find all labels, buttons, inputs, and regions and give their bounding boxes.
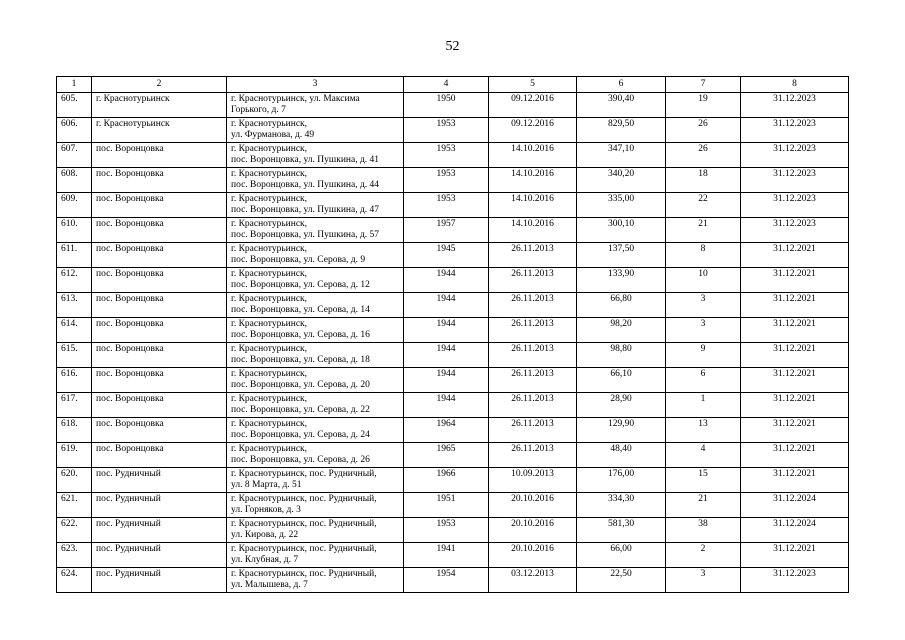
address-line: пос. Воронцовка, ул. Пушкина, д. 47 xyxy=(231,205,380,215)
count-cell: 15 xyxy=(666,468,741,493)
settlement-cell: пос. Рудничный xyxy=(92,518,227,543)
year-cell: 1944 xyxy=(404,368,489,393)
settlement-cell: пос. Воронцовка xyxy=(92,243,227,268)
table-row xyxy=(57,418,849,443)
table-row xyxy=(57,543,849,568)
address-line: г. Краснотурьинск, xyxy=(231,369,308,379)
address-line: пос. Воронцовка, ул. Пушкина, д. 41 xyxy=(231,155,380,165)
deadline-cell: 31.12.2021 xyxy=(741,393,849,418)
deadline-cell: 31.12.2023 xyxy=(741,218,849,243)
settlement-cell: пос. Воронцовка xyxy=(92,193,227,218)
settlement-cell: пос. Воронцовка xyxy=(92,218,227,243)
deadline-cell: 31.12.2023 xyxy=(741,168,849,193)
year-cell: 1941 xyxy=(404,543,489,568)
area-cell: 66,10 xyxy=(577,368,666,393)
row-number-cell: 614. xyxy=(57,318,92,343)
date-cell: 26.11.2013 xyxy=(489,343,577,368)
area-cell: 137,50 xyxy=(577,243,666,268)
date-cell: 14.10.2016 xyxy=(489,193,577,218)
address-line: пос. Воронцовка, ул. Серова, д. 18 xyxy=(231,355,370,365)
row-number-cell: 611. xyxy=(57,243,92,268)
table-row xyxy=(57,268,849,293)
deadline-cell: 31.12.2021 xyxy=(741,443,849,468)
date-cell: 09.12.2016 xyxy=(489,93,577,118)
date-cell: 26.11.2013 xyxy=(489,368,577,393)
row-number-cell: 609. xyxy=(57,193,92,218)
table-row xyxy=(57,293,849,318)
count-cell: 21 xyxy=(666,493,741,518)
settlement-cell: пос. Рудничный xyxy=(92,568,227,593)
address-line: г. Краснотурьинск, пос. Рудничный, xyxy=(231,494,377,504)
table-row xyxy=(57,218,849,243)
table-row xyxy=(57,518,849,543)
table-row xyxy=(57,318,849,343)
address-line: пос. Воронцовка, ул. Серова, д. 9 xyxy=(231,255,366,265)
row-number-cell: 608. xyxy=(57,168,92,193)
count-cell: 3 xyxy=(666,293,741,318)
address-line: пос. Воронцовка, ул. Серова, д. 16 xyxy=(231,330,370,340)
date-cell: 14.10.2016 xyxy=(489,143,577,168)
count-cell: 22 xyxy=(666,193,741,218)
settlement-cell: пос. Воронцовка xyxy=(92,418,227,443)
address-cell xyxy=(227,443,404,468)
deadline-cell: 31.12.2021 xyxy=(741,293,849,318)
settlement-cell: пос. Воронцовка xyxy=(92,343,227,368)
header-cell: 1 xyxy=(57,77,92,93)
row-number-cell: 613. xyxy=(57,293,92,318)
deadline-cell: 31.12.2023 xyxy=(741,568,849,593)
table-row xyxy=(57,493,849,518)
settlement-cell: пос. Воронцовка xyxy=(92,318,227,343)
address-line: г. Краснотурьинск, xyxy=(231,119,308,129)
address-cell xyxy=(227,543,404,568)
date-cell: 20.10.2016 xyxy=(489,543,577,568)
year-cell: 1950 xyxy=(404,93,489,118)
table-row xyxy=(57,243,849,268)
year-cell: 1944 xyxy=(404,343,489,368)
count-cell: 8 xyxy=(666,243,741,268)
year-cell: 1953 xyxy=(404,143,489,168)
year-cell: 1953 xyxy=(404,118,489,143)
address-line: пос. Воронцовка, ул. Серова, д. 24 xyxy=(231,430,370,440)
address-line: пос. Воронцовка, ул. Серова, д. 14 xyxy=(231,305,370,315)
settlement-cell: пос. Воронцовка xyxy=(92,293,227,318)
settlement-cell: пос. Воронцовка xyxy=(92,168,227,193)
deadline-cell: 31.12.2021 xyxy=(741,343,849,368)
address-line: г. Краснотурьинск, xyxy=(231,269,308,279)
address-line: ул. Фурманова, д. 49 xyxy=(231,130,315,140)
count-cell: 9 xyxy=(666,343,741,368)
address-line: г. Краснотурьинск, xyxy=(231,244,308,254)
row-number-cell: 615. xyxy=(57,343,92,368)
area-cell: 129,90 xyxy=(577,418,666,443)
date-cell: 26.11.2013 xyxy=(489,443,577,468)
address-cell xyxy=(227,518,404,543)
table-row xyxy=(57,193,849,218)
settlement-cell: пос. Рудничный xyxy=(92,543,227,568)
area-cell: 66,80 xyxy=(577,293,666,318)
address-cell xyxy=(227,218,404,243)
address-cell xyxy=(227,193,404,218)
area-cell: 347,10 xyxy=(577,143,666,168)
table-row xyxy=(57,368,849,393)
table-row xyxy=(57,168,849,193)
address-cell xyxy=(227,568,404,593)
address-cell xyxy=(227,493,404,518)
address-line: пос. Воронцовка, ул. Серова, д. 22 xyxy=(231,405,370,415)
address-cell xyxy=(227,293,404,318)
count-cell: 26 xyxy=(666,118,741,143)
table-row xyxy=(57,468,849,493)
date-cell: 14.10.2016 xyxy=(489,218,577,243)
count-cell: 3 xyxy=(666,568,741,593)
settlement-cell: пос. Рудничный xyxy=(92,468,227,493)
area-cell: 390,40 xyxy=(577,93,666,118)
area-cell: 133,90 xyxy=(577,268,666,293)
header-cell: 8 xyxy=(741,77,849,93)
row-number-cell: 624. xyxy=(57,568,92,593)
address-line: пос. Воронцовка, ул. Серова, д. 12 xyxy=(231,280,370,290)
address-line: ул. Клубная, д. 7 xyxy=(231,555,299,565)
area-cell: 22,50 xyxy=(577,568,666,593)
date-cell: 26.11.2013 xyxy=(489,418,577,443)
row-number-cell: 623. xyxy=(57,543,92,568)
table-row xyxy=(57,443,849,468)
address-line: ул. Кирова, д. 22 xyxy=(231,530,299,540)
row-number-cell: 618. xyxy=(57,418,92,443)
count-cell: 1 xyxy=(666,393,741,418)
address-cell xyxy=(227,368,404,393)
address-line: ул. Малышева, д. 7 xyxy=(231,580,308,590)
settlement-cell: пос. Рудничный xyxy=(92,493,227,518)
address-line: г. Краснотурьинск, пос. Рудничный, xyxy=(231,544,377,554)
address-cell xyxy=(227,118,404,143)
address-line: пос. Воронцовка, ул. Серова, д. 26 xyxy=(231,455,370,465)
address-line: г. Краснотурьинск, xyxy=(231,194,308,204)
area-cell: 335,00 xyxy=(577,193,666,218)
year-cell: 1953 xyxy=(404,193,489,218)
deadline-cell: 31.12.2021 xyxy=(741,318,849,343)
settlement-cell: пос. Воронцовка xyxy=(92,143,227,168)
deadline-cell: 31.12.2021 xyxy=(741,368,849,393)
address-line: г. Краснотурьинск, пос. Рудничный, xyxy=(231,469,377,479)
row-number-cell: 616. xyxy=(57,368,92,393)
address-cell xyxy=(227,143,404,168)
year-cell: 1954 xyxy=(404,568,489,593)
date-cell: 14.10.2016 xyxy=(489,168,577,193)
address-line: г. Краснотурьинск, xyxy=(231,169,308,179)
address-line: пос. Воронцовка, ул. Пушкина, д. 57 xyxy=(231,230,380,240)
year-cell: 1964 xyxy=(404,418,489,443)
header-cell: 7 xyxy=(666,77,741,93)
year-cell: 1957 xyxy=(404,218,489,243)
settlement-cell: пос. Воронцовка xyxy=(92,443,227,468)
address-cell xyxy=(227,318,404,343)
deadline-cell: 31.12.2021 xyxy=(741,243,849,268)
count-cell: 26 xyxy=(666,143,741,168)
count-cell: 4 xyxy=(666,443,741,468)
deadline-cell: 31.12.2023 xyxy=(741,143,849,168)
deadline-cell: 31.12.2023 xyxy=(741,93,849,118)
row-number-cell: 612. xyxy=(57,268,92,293)
date-cell: 26.11.2013 xyxy=(489,293,577,318)
area-cell: 334,30 xyxy=(577,493,666,518)
header-row xyxy=(57,77,849,93)
address-cell xyxy=(227,93,404,118)
address-line: ул. 8 Марта, д. 51 xyxy=(231,480,302,490)
count-cell: 2 xyxy=(666,543,741,568)
area-cell: 176,00 xyxy=(577,468,666,493)
table-body xyxy=(57,93,849,593)
count-cell: 3 xyxy=(666,318,741,343)
address-line: г. Краснотурьинск, xyxy=(231,344,308,354)
address-line: г. Краснотурьинск, xyxy=(231,419,308,429)
year-cell: 1945 xyxy=(404,243,489,268)
row-number-cell: 610. xyxy=(57,218,92,243)
address-line: пос. Воронцовка, ул. Серова, д. 20 xyxy=(231,380,370,390)
year-cell: 1965 xyxy=(404,443,489,468)
address-line: г. Краснотурьинск, пос. Рудничный, xyxy=(231,519,377,529)
settlement-cell: пос. Воронцовка xyxy=(92,268,227,293)
row-number-cell: 605. xyxy=(57,93,92,118)
date-cell: 10.09.2013 xyxy=(489,468,577,493)
year-cell: 1951 xyxy=(404,493,489,518)
row-number-cell: 620. xyxy=(57,468,92,493)
count-cell: 6 xyxy=(666,368,741,393)
settlement-cell: пос. Воронцовка xyxy=(92,368,227,393)
year-cell: 1944 xyxy=(404,318,489,343)
area-cell: 66,00 xyxy=(577,543,666,568)
area-cell: 28,90 xyxy=(577,393,666,418)
table-row xyxy=(57,143,849,168)
row-number-cell: 617. xyxy=(57,393,92,418)
count-cell: 10 xyxy=(666,268,741,293)
address-cell xyxy=(227,268,404,293)
address-line: г. Краснотурьинск, xyxy=(231,144,308,154)
table-row xyxy=(57,118,849,143)
year-cell: 1944 xyxy=(404,393,489,418)
address-line: пос. Воронцовка, ул. Пушкина, д. 44 xyxy=(231,180,380,190)
deadline-cell: 31.12.2023 xyxy=(741,193,849,218)
date-cell: 03.12.2013 xyxy=(489,568,577,593)
address-line: ул. Горняков, д. 3 xyxy=(231,505,301,515)
count-cell: 18 xyxy=(666,168,741,193)
deadline-cell: 31.12.2021 xyxy=(741,418,849,443)
address-cell xyxy=(227,168,404,193)
housing-table xyxy=(56,76,849,593)
address-line: г. Краснотурьинск, xyxy=(231,394,308,404)
year-cell: 1953 xyxy=(404,518,489,543)
header-cell: 5 xyxy=(489,77,577,93)
settlement-cell: пос. Воронцовка xyxy=(92,393,227,418)
deadline-cell: 31.12.2023 xyxy=(741,118,849,143)
table-row xyxy=(57,393,849,418)
deadline-cell: 31.12.2021 xyxy=(741,468,849,493)
address-line: г. Краснотурьинск, xyxy=(231,219,308,229)
address-cell xyxy=(227,468,404,493)
date-cell: 26.11.2013 xyxy=(489,268,577,293)
deadline-cell: 31.12.2021 xyxy=(741,543,849,568)
area-cell: 300,10 xyxy=(577,218,666,243)
date-cell: 20.10.2016 xyxy=(489,493,577,518)
table-row xyxy=(57,93,849,118)
area-cell: 48,40 xyxy=(577,443,666,468)
date-cell: 09.12.2016 xyxy=(489,118,577,143)
area-cell: 98,80 xyxy=(577,343,666,368)
area-cell: 98,20 xyxy=(577,318,666,343)
address-cell xyxy=(227,343,404,368)
year-cell: 1944 xyxy=(404,268,489,293)
count-cell: 19 xyxy=(666,93,741,118)
area-cell: 829,50 xyxy=(577,118,666,143)
address-cell xyxy=(227,418,404,443)
address-line: г. Краснотурьинск, xyxy=(231,294,308,304)
header-cell: 6 xyxy=(577,77,666,93)
deadline-cell: 31.12.2021 xyxy=(741,268,849,293)
row-number-cell: 622. xyxy=(57,518,92,543)
address-line: Горького, д. 7 xyxy=(231,105,286,115)
row-number-cell: 621. xyxy=(57,493,92,518)
count-cell: 38 xyxy=(666,518,741,543)
address-line: г. Краснотурьинск, пос. Рудничный, xyxy=(231,569,377,579)
settlement-cell: г. Краснотурьинск xyxy=(92,118,227,143)
address-cell xyxy=(227,393,404,418)
area-cell: 581,30 xyxy=(577,518,666,543)
count-cell: 21 xyxy=(666,218,741,243)
table-row xyxy=(57,568,849,593)
header-cell: 4 xyxy=(404,77,489,93)
row-number-cell: 606. xyxy=(57,118,92,143)
table-row xyxy=(57,343,849,368)
year-cell: 1966 xyxy=(404,468,489,493)
settlement-cell: г. Краснотурьинск xyxy=(92,93,227,118)
area-cell: 340,20 xyxy=(577,168,666,193)
count-cell: 13 xyxy=(666,418,741,443)
header-cell: 2 xyxy=(92,77,227,93)
year-cell: 1953 xyxy=(404,168,489,193)
address-line: г. Краснотурьинск, xyxy=(231,444,308,454)
header-cell: 3 xyxy=(227,77,404,93)
deadline-cell: 31.12.2024 xyxy=(741,493,849,518)
date-cell: 26.11.2013 xyxy=(489,243,577,268)
address-line: г. Краснотурьинск, xyxy=(231,319,308,329)
date-cell: 26.11.2013 xyxy=(489,318,577,343)
page-number: 52 xyxy=(445,39,460,54)
year-cell: 1944 xyxy=(404,293,489,318)
row-number-cell: 607. xyxy=(57,143,92,168)
date-cell: 26.11.2013 xyxy=(489,393,577,418)
date-cell: 20.10.2016 xyxy=(489,518,577,543)
deadline-cell: 31.12.2024 xyxy=(741,518,849,543)
address-cell xyxy=(227,243,404,268)
address-line: г. Краснотурьинск, ул. Максима xyxy=(231,94,360,104)
row-number-cell: 619. xyxy=(57,443,92,468)
